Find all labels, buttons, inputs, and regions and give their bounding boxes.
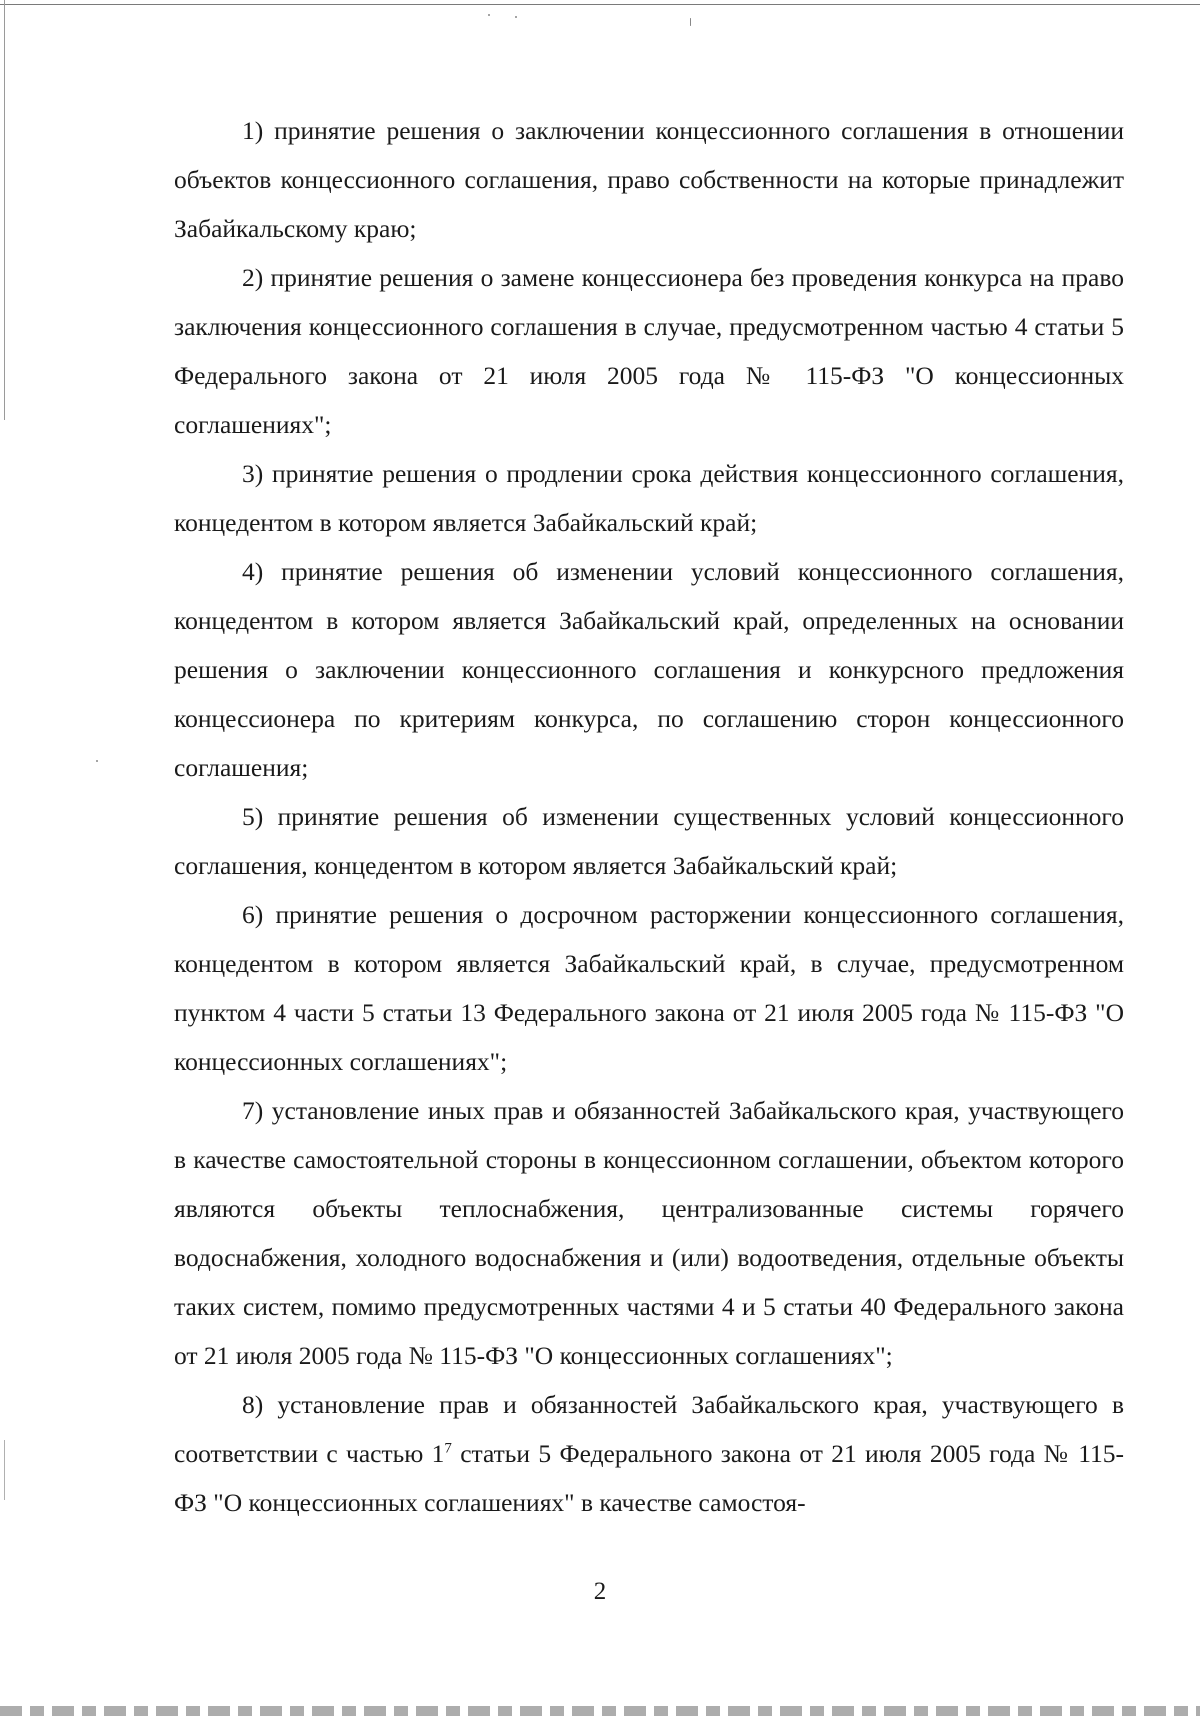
- list-item-7: [174, 1086, 1124, 1380]
- page-number: 2: [593, 1578, 607, 1605]
- scan-edge-top: [0, 4, 1200, 5]
- scan-speck: [488, 14, 490, 16]
- scan-speck: [515, 16, 517, 18]
- scan-edge-left-lower: [4, 1440, 5, 1500]
- list-item-8: [174, 1380, 1124, 1527]
- list-item-5: [174, 792, 1124, 890]
- list-item-text: 3) принятие решения о продлении срока действия концессионного соглашения, концедентом в котором является Забайкальский край;: [174, 459, 1124, 537]
- list-item-3: [174, 449, 1124, 547]
- list-item-text: 1) принятие решения о заключении концессионного соглашения в отношении объектов концессионного соглашения, право собственности на которые принадлежит Забайкальскому краю;: [174, 116, 1124, 243]
- list-item-text: 8) установление прав и обязанностей Забайкальского края, участвующего в соответствии с частью 1: [174, 1390, 1124, 1468]
- list-item-1: [174, 106, 1124, 253]
- list-item-text: 7) установление иных прав и обязанностей Забайкальского края, участвующего в качестве самостоятельной стороны в концессионном соглашении, объектом которого являются объекты теплоснабжения, централизованные системы горячего водоснабжения, холодного водоснабжения и (или) водоотведения, отдельные объекты таких систем, помимо предусмотренных частями 4 и 5 статьи 40 Федерального закона от 21 июля 2005 года № 115-ФЗ "О концессионных соглашениях";: [174, 1096, 1124, 1370]
- list-item-text-continued: статьи 5 Федерального закона от 21 июля 2005 года № 115-ФЗ "О концессионных соглашениях" в качестве самостоя-: [174, 1439, 1124, 1517]
- list-item-2: [174, 253, 1124, 449]
- list-item-6: [174, 890, 1124, 1086]
- list-item-text: 6) принятие решения о досрочном расторжении концессионного соглашения, концедентом в котором является Забайкальский край, в случае, предусмотренном пунктом 4 части 5 статьи 13 Федерального закона от 21 июля 2005 года № 115-ФЗ "О концессионных соглашениях";: [174, 900, 1124, 1076]
- list-item-text: 4) принятие решения об изменении условий концессионного соглашения, концедентом в котором является Забайкальский край, определенных на основании решения о заключении концессионного соглашения и конкурсного предложения концессионера по критериям конкурса, по соглашению сторон концессионного соглашения;: [174, 557, 1124, 782]
- list-item-text: 5) принятие решения об изменении существенных условий концессионного соглашения, концедентом в котором является Забайкальский край;: [174, 802, 1124, 880]
- scan-edge-left: [4, 0, 5, 420]
- scan-edge-bottom: [0, 1706, 1200, 1716]
- list-item-text: 2) принятие решения о замене концессионера без проведения конкурса на право заключения концессионного соглашения в случае, предусмотренном частью 4 статьи 5 Федерального закона от 21 июля 2005 года № 115-ФЗ "О концессионных соглашениях";: [174, 263, 1124, 439]
- superscript: 7: [444, 1440, 452, 1457]
- list-item-4: [174, 547, 1124, 792]
- document-body: [174, 106, 1124, 1527]
- scan-speck: [96, 760, 98, 762]
- scan-speck: [690, 18, 691, 26]
